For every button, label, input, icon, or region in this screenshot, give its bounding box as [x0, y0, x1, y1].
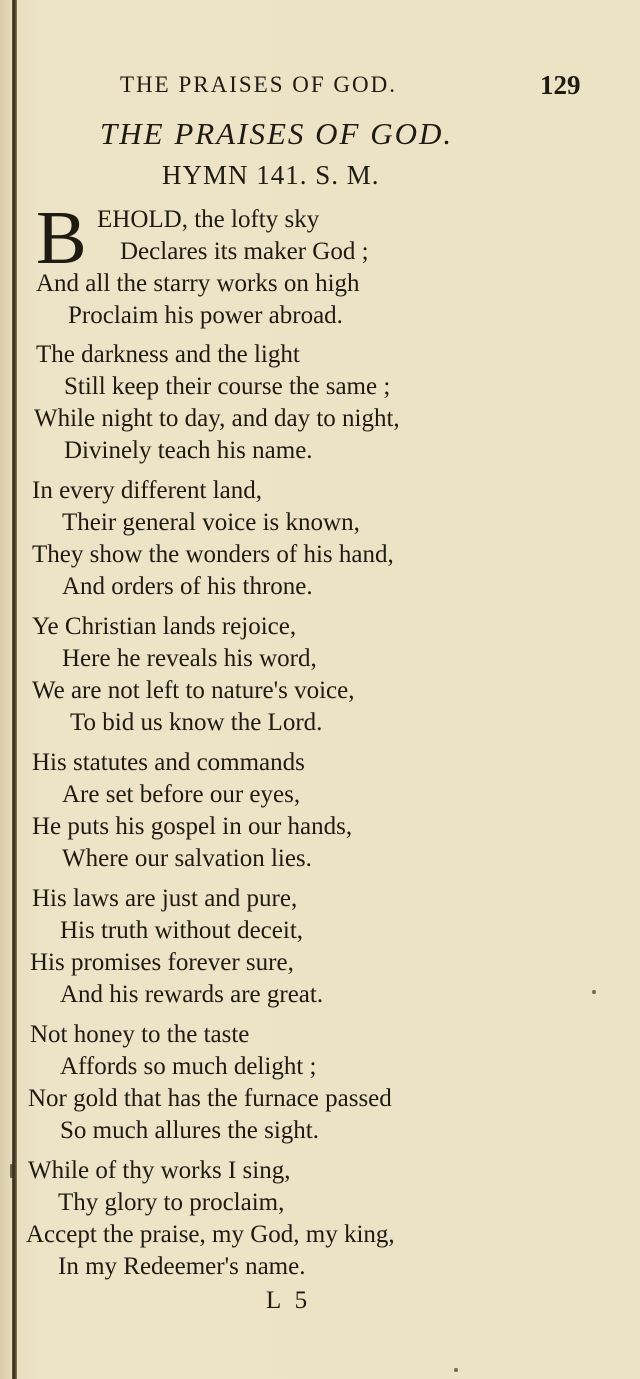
verse-line: And his rewards are great. — [60, 981, 324, 1008]
verse-line: Are set before our eyes, — [62, 781, 301, 808]
verse-line: They show the wonders of his hand, — [32, 541, 394, 568]
verse-line: While of thy works I sing, — [28, 1157, 291, 1184]
verse-line: His promises forever sure, — [30, 949, 294, 976]
paper-speck — [10, 1164, 13, 1178]
verse-line: And all the starry works on high — [36, 270, 360, 297]
verse-line: The darkness and the light — [36, 341, 300, 368]
page-number: 129 — [540, 70, 581, 100]
verse-line: Still keep their course the same ; — [64, 373, 391, 400]
verse-line: Declares its maker God ; — [120, 238, 369, 265]
verse-line: And orders of his throne. — [62, 573, 313, 600]
verse-line: To bid us know the Lord. — [70, 709, 323, 736]
verse-line: Where our salvation lies. — [62, 845, 312, 872]
signature-mark: L 5 — [266, 1287, 312, 1314]
paper-speck — [454, 1368, 458, 1372]
verse-line: He puts his gospel in our hands, — [32, 813, 353, 840]
verse-line: His laws are just and pure, — [32, 885, 298, 912]
verse-line: EHOLD, the lofty sky — [97, 206, 320, 233]
verse-line: Accept the praise, my God, my king, — [26, 1221, 395, 1248]
hymn-title: THE PRAISES OF GOD. — [100, 116, 454, 151]
verse-line: We are not left to nature's voice, — [32, 677, 355, 704]
verse-line: Their general voice is known, — [62, 509, 360, 536]
verse-line: Affords so much delight ; — [60, 1053, 317, 1080]
verse-line: Not honey to the taste — [30, 1021, 250, 1048]
verse-line: While night to day, and day to night, — [34, 405, 400, 432]
hymn-number: HYMN 141. S. M. — [162, 160, 380, 190]
paper-speck — [592, 990, 596, 994]
verse-line: Divinely teach his name. — [64, 437, 313, 464]
verse-line: Thy glory to proclaim, — [58, 1189, 285, 1216]
verse-line: His truth without deceit, — [60, 917, 304, 944]
verse-line: His statutes and commands — [32, 749, 305, 776]
drop-cap: B — [36, 196, 87, 280]
running-head: THE PRAISES OF GOD. — [120, 72, 397, 97]
verse-line: Here he reveals his word, — [62, 645, 317, 672]
verse-line: Nor gold that has the furnace passed — [28, 1085, 392, 1112]
verse-line: Ye Christian lands rejoice, — [32, 613, 297, 640]
verse-line: Proclaim his power abroad. — [68, 302, 343, 329]
verse-line: In every different land, — [32, 477, 262, 504]
verse-line: In my Redeemer's name. — [58, 1253, 306, 1280]
verse-line: So much allures the sight. — [60, 1117, 319, 1144]
